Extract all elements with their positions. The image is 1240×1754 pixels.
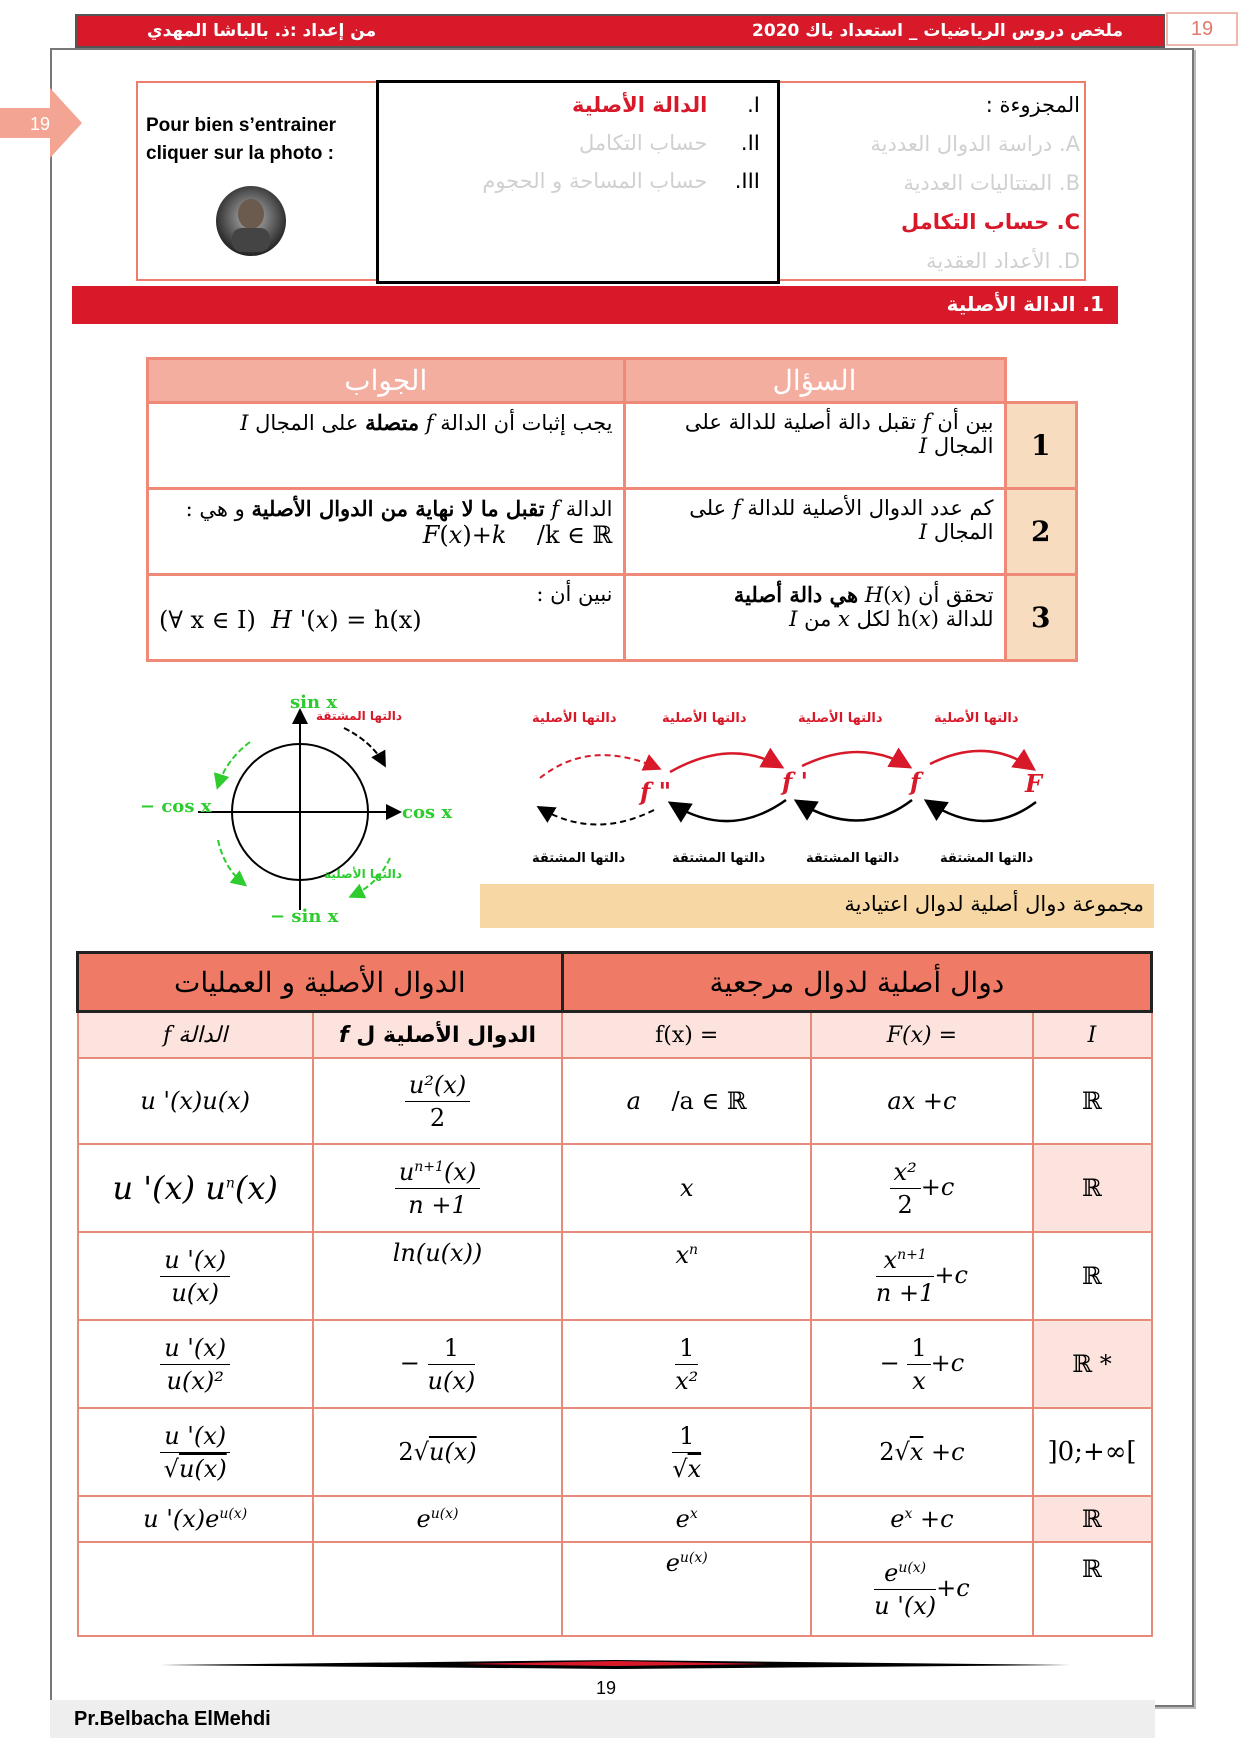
cell-f: x <box>562 1144 811 1232</box>
training-text: Pour bien s’entrainer cliquer sur la photo : <box>146 115 337 164</box>
cell-prim: − $\frac{1}{u(x)}$ <box>313 1320 562 1408</box>
band-text: مجموعة دوال أصلية لدوال اعتيادية <box>844 892 1144 916</box>
chain-top-3: دالتها الأصلية <box>798 711 883 726</box>
cell-func: $\frac{u '(x)}{u(x)}$ <box>78 1232 313 1320</box>
cell-f: $\frac{1}{\text{x²}}$ <box>562 1320 811 1408</box>
footer-page-number: 19 <box>596 1678 617 1698</box>
cell-f: $\frac{1}{√x}$ <box>562 1408 811 1496</box>
cell-f: a /a ∈ ℝ <box>562 1058 811 1144</box>
author-photo[interactable] <box>214 184 288 258</box>
qa-row <box>148 575 1077 661</box>
table-row <box>78 1058 1152 1144</box>
qa-answer: نبين أن : (∀ x ∈ I) H '(x) = h(x) <box>148 575 625 661</box>
cell-I: ℝ <box>1033 1232 1152 1320</box>
qa-answer: يجب إثبات أن الدالة f متصلة على المجال I <box>148 403 625 489</box>
table-row <box>78 1320 1152 1408</box>
qa-question: كم عدد الدوال الأصلية للدالة f على المجال I <box>624 489 1005 575</box>
cell-f: $e^{u(x)}$ <box>562 1542 811 1636</box>
cell-f: $e^x$ <box>562 1496 811 1542</box>
cell-func: $\frac{u '(x)}{√u(x)}$ <box>78 1408 313 1496</box>
cell-func: u '(x) $u^n(x)$ <box>78 1144 313 1232</box>
cell-prim: ln(u(x)) <box>313 1232 562 1320</box>
cell-prim <box>313 1542 562 1636</box>
header-title: ملخص دروس الرياضيات _ استعداد باك 2020 <box>752 21 1123 41</box>
table-row <box>78 1144 1152 1232</box>
group-label: المجزوءة : <box>985 93 1080 117</box>
footer-author: Pr.Belbacha ElMehdi <box>74 1708 271 1730</box>
qa-row <box>148 489 1077 575</box>
node-F: F <box>1024 769 1042 798</box>
module-d[interactable]: D. الأعداد العقدية <box>926 249 1080 273</box>
qa-question: بين أن f تقبل دالة أصلية للدالة على المجال I <box>624 403 1005 489</box>
tag-deriv: دالتها المشتقة <box>316 709 402 723</box>
chain-top-2: دالتها الأصلية <box>662 711 747 726</box>
chain-bottom-3: دالتها المشتقة <box>806 851 900 866</box>
cell-F: $\frac{x^{n+1}}{n +1}$ +c <box>811 1232 1032 1320</box>
footer-rule <box>160 1660 1070 1670</box>
cell-F: − $\frac{1}{x}$ +c <box>811 1320 1032 1408</box>
chapter-1[interactable]: I. الدالة الأصلية <box>571 93 760 117</box>
cell-I: ℝ * <box>1033 1320 1152 1408</box>
cell-I: ℝ <box>1033 1058 1152 1144</box>
col-func: الدالة f <box>78 1012 313 1059</box>
qa-answer: الدالة f تقبل ما لا نهاية من الدوال الأصلية و هي : F(x)+k /k ∈ ℝ <box>148 489 625 575</box>
cell-f: $x^n$ <box>562 1232 811 1320</box>
header-bar <box>75 14 1165 48</box>
cell-F: $\frac{e^{u(x)}}{u '(x)}$ +c <box>811 1542 1032 1636</box>
page-arrow-icon <box>0 88 84 158</box>
cell-func: u '(x)u(x) <box>78 1058 313 1144</box>
module-c[interactable]: C. حساب التكامل <box>900 210 1080 234</box>
footer-strip <box>50 1700 1155 1738</box>
qa-table <box>146 357 1078 662</box>
cell-prim: 2√u(x) <box>313 1408 562 1496</box>
chain-bottom-1: دالتها المشتقة <box>532 851 626 866</box>
label-sin: sin x <box>290 692 338 713</box>
col-F: F(x) = <box>811 1012 1032 1059</box>
table-row <box>78 1496 1152 1542</box>
label-minus-sin: − sin x <box>270 906 339 927</box>
chapter-3[interactable]: III. حساب المساحة و الحجوم <box>482 169 760 193</box>
header-author: من إعداد :ذ. بالباشا المهدي <box>147 21 377 41</box>
cell-prim: $e^{u(x)}$ <box>313 1496 562 1542</box>
info-band <box>480 884 1154 928</box>
qa-question: تحقق أن H(x) هي دالة أصلية للدالة h(x) لكل x من I <box>624 575 1005 661</box>
arrow-number: 19 <box>30 114 51 134</box>
cell-I: ℝ <box>1033 1496 1152 1542</box>
section-title: 1. الدالة الأصلية <box>946 292 1104 316</box>
cell-prim: $\frac{u^{n+1}(x)}{n +1}$ <box>313 1144 562 1232</box>
table-row <box>78 1408 1152 1496</box>
qa-header-question: السؤال <box>624 359 1005 403</box>
section-bar <box>72 286 1118 324</box>
chain-top-1: دالتها الأصلية <box>532 711 617 726</box>
chapter-2[interactable]: II. حساب التكامل <box>579 131 760 155</box>
antiderivative-table <box>76 951 1153 1637</box>
cell-I: ]0;+∞[ <box>1033 1408 1152 1496</box>
col-prim: الدوال الأصلية ل f <box>313 1012 562 1059</box>
cell-F: $\frac{\text{x²}}{2}$ +c <box>811 1144 1032 1232</box>
derivative-chain-diagram <box>530 700 1050 880</box>
cell-func: $\frac{u '(x)}{\text{u(x)²}}$ <box>78 1320 313 1408</box>
node-f: f <box>910 767 921 796</box>
title-ops: الدوال الأصلية و العمليات <box>78 953 563 1012</box>
cell-func <box>78 1542 313 1636</box>
label-minus-cos: − cos x <box>140 796 212 817</box>
module-a[interactable]: A. دراسة الدوال العددية <box>870 132 1080 156</box>
cell-func: u '$(x)e^{u(x)}$ <box>78 1496 313 1542</box>
chapter-list <box>390 86 760 200</box>
qa-row-number: 1 <box>1005 403 1077 489</box>
chain-bottom-2: دالتها المشتقة <box>672 851 766 866</box>
title-ref: دوال أصلية لدوال مرجعية <box>562 953 1151 1012</box>
col-f: f(x) = <box>562 1012 811 1059</box>
module-b[interactable]: B. المتتاليات العددية <box>903 171 1080 195</box>
module-list <box>790 86 1080 281</box>
qa-row-number: 2 <box>1005 489 1077 575</box>
label-cos: cos x <box>402 802 453 823</box>
node-f-prime: f ' <box>782 767 809 796</box>
node-f-second: f " <box>640 777 672 806</box>
table-row <box>78 1232 1152 1320</box>
cell-I: ℝ <box>1033 1542 1152 1636</box>
cell-prim: $\frac{\text{u²(x)}}{2}$ <box>313 1058 562 1144</box>
tag-prim: دالتها الأصلية <box>324 867 402 881</box>
page-number-box: 19 <box>1166 12 1238 46</box>
table-row <box>78 1542 1152 1636</box>
cell-F: 2√x +c <box>811 1408 1032 1496</box>
qa-row <box>148 403 1077 489</box>
col-I: I <box>1033 1012 1152 1059</box>
trig-circle-diagram <box>140 690 470 940</box>
cell-F: ax +c <box>811 1058 1032 1144</box>
cell-I: ℝ <box>1033 1144 1152 1232</box>
chain-top-4: دالتها الأصلية <box>934 711 1019 726</box>
qa-header-answer: الجواب <box>148 359 625 403</box>
cell-F: $e^x +c$ <box>811 1496 1032 1542</box>
chain-bottom-4: دالتها المشتقة <box>940 851 1034 866</box>
qa-row-number: 3 <box>1005 575 1077 661</box>
